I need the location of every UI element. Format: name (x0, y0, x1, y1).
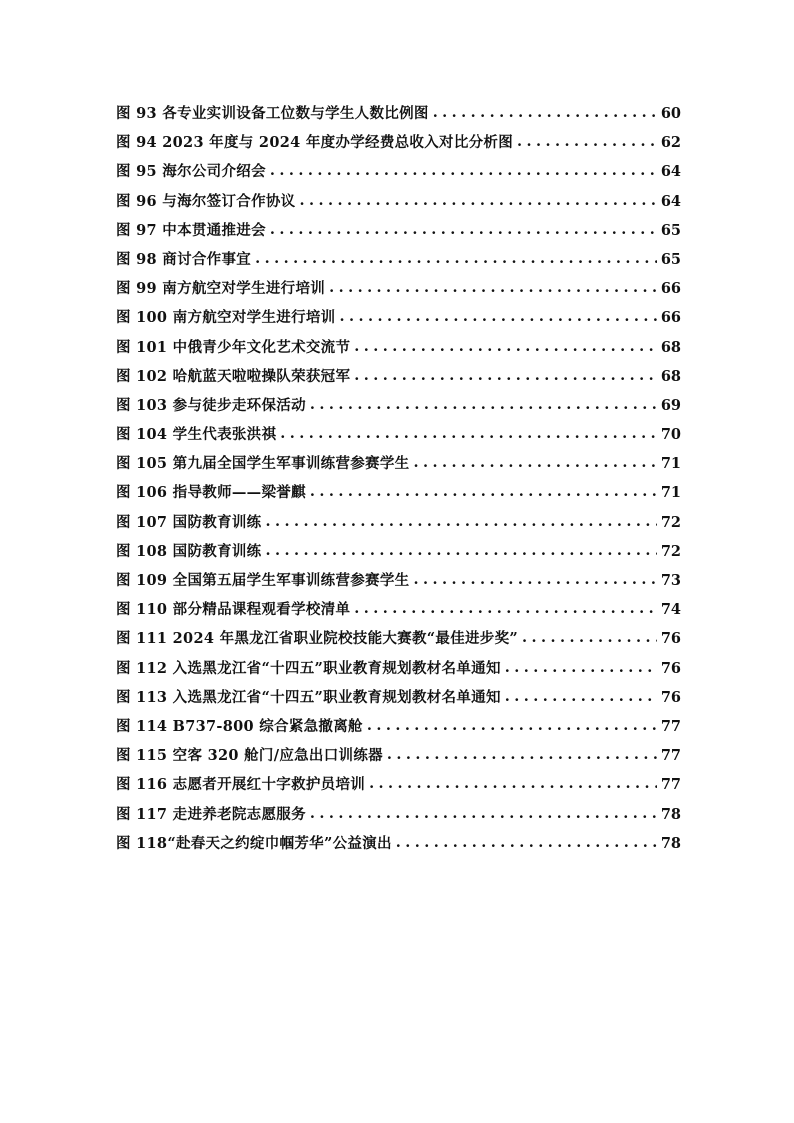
toc-entry[interactable] (116, 160, 681, 189)
toc-entry-title: 图 93 各专业实训设备工位数与学生人数比例图 (116, 105, 429, 122)
toc-entry-page: 64 (660, 163, 681, 181)
toc-entry-page: 60 (660, 105, 681, 122)
toc-entry-page: 78 (660, 805, 681, 823)
toc-entry[interactable] (116, 627, 681, 656)
toc-entry-title: 图 94 2023 年度与 2024 年度办学经费总收入对比分析图 (116, 134, 514, 152)
toc-entry[interactable] (116, 686, 681, 715)
toc-entry-page: 69 (660, 396, 681, 414)
toc-entry-page: 77 (660, 717, 681, 735)
dot-leader (329, 276, 657, 300)
toc-entry[interactable] (116, 511, 681, 540)
toc-entry[interactable] (116, 569, 681, 598)
dot-leader (265, 510, 656, 534)
dot-leader (369, 772, 657, 796)
toc-entry-title: 图 104 学生代表张洪祺 (116, 426, 277, 444)
toc-entry-page: 71 (660, 455, 681, 473)
toc-entry[interactable] (116, 190, 681, 219)
toc-entry-title: 图 103 参与徒步走环保活动 (116, 396, 306, 414)
toc-entry-page: 64 (660, 192, 681, 210)
toc-entry[interactable] (116, 102, 681, 131)
dot-leader (505, 685, 657, 709)
dot-leader (255, 247, 657, 271)
toc-entry-page: 72 (660, 542, 681, 560)
toc-entry-title: 图 101 中俄青少年文化艺术交流节 (116, 338, 351, 356)
toc-entry[interactable] (116, 832, 681, 861)
toc-entry-title: 图 118“赴春天之约绽巾帼芳华”公益演出 (116, 834, 392, 852)
dot-leader (522, 626, 657, 650)
toc-entry-page: 74 (660, 601, 681, 619)
toc-entry-title: 图 117 走进养老院志愿服务 (116, 805, 306, 823)
toc-entry-title: 图 102 哈航蓝天啦啦操队荣获冠军 (116, 367, 351, 385)
toc-entry-title: 图 108 国防教育训练 (116, 542, 262, 560)
dot-leader (310, 480, 657, 504)
toc-entry-title: 图 105 第九届全国学生军事训练营参赛学生 (116, 455, 410, 473)
toc-entry-page: 77 (660, 776, 681, 794)
toc-entry-page: 73 (660, 572, 681, 589)
toc-entry[interactable] (116, 803, 681, 832)
toc-entry-page: 70 (660, 426, 681, 444)
toc-entry[interactable] (116, 336, 681, 365)
toc-entry-page: 78 (660, 834, 681, 852)
dot-leader (387, 743, 657, 767)
toc-entry-title: 图 113 入选黑龙江省“十四五”职业教育规划教材名单通知 (116, 688, 501, 706)
toc-entry[interactable] (116, 219, 681, 248)
dot-leader (270, 218, 657, 242)
toc-entry[interactable] (116, 773, 681, 802)
dot-leader (367, 714, 657, 738)
toc-entry-page: 65 (660, 221, 681, 239)
toc-entry[interactable] (116, 277, 681, 306)
dot-leader (396, 831, 657, 855)
toc-entry[interactable] (116, 306, 681, 335)
toc-entry-page: 77 (660, 747, 681, 765)
dot-leader (433, 101, 657, 125)
dot-leader (517, 130, 657, 154)
toc-entry-title: 图 97 中本贯通推进会 (116, 221, 266, 239)
toc-entry[interactable] (116, 365, 681, 394)
toc-entry-title: 图 99 南方航空对学生进行培训 (116, 280, 326, 298)
toc-entry-page: 76 (660, 659, 681, 677)
toc-entry-title: 图 111 2024 年黑龙江省职业院校技能大赛教“最佳进步奖” (116, 630, 519, 648)
toc-entry[interactable] (116, 452, 681, 481)
toc-entry-title: 图 98 商讨合作事宜 (116, 250, 252, 268)
dot-leader (339, 305, 656, 329)
toc-entry-title: 图 107 国防教育训练 (116, 513, 262, 531)
toc-entry-title: 图 100 南方航空对学生进行培训 (116, 309, 336, 327)
dot-leader (505, 656, 657, 680)
toc-entry[interactable] (116, 598, 681, 627)
dot-leader (354, 364, 657, 388)
toc-entry-title: 图 114 B737-800 综合紧急撤离舱 (116, 717, 363, 735)
toc-entry[interactable] (116, 540, 681, 569)
dot-leader (310, 802, 657, 826)
toc-entry-title: 图 95 海尔公司介绍会 (116, 163, 266, 181)
dot-leader (413, 451, 656, 475)
toc-entry-page: 65 (660, 250, 681, 268)
dot-leader (270, 159, 657, 183)
dot-leader (354, 335, 657, 359)
dot-leader (413, 568, 656, 592)
toc-entry[interactable] (116, 394, 681, 423)
toc-entry-title: 图 112 入选黑龙江省“十四五”职业教育规划教材名单通知 (116, 659, 501, 677)
toc-entry-page: 62 (660, 134, 681, 152)
toc-entry-title: 图 106 指导教师——梁誉麒 (116, 484, 306, 502)
toc-entry[interactable] (116, 248, 681, 277)
toc-entry-page: 66 (660, 309, 681, 327)
toc-entry[interactable] (116, 744, 681, 773)
toc-entry-page: 76 (660, 630, 681, 648)
toc-entry-page: 68 (660, 367, 681, 385)
dot-leader (280, 422, 657, 446)
toc-entry[interactable] (116, 657, 681, 686)
toc-entry-page: 66 (660, 280, 681, 298)
toc-entry[interactable] (116, 481, 681, 510)
toc-entry-title: 图 115 空客 320 舱门/应急出口训练器 (116, 747, 383, 765)
toc-entry-title: 图 110 部分精品课程观看学校清单 (116, 601, 351, 619)
toc-entry-page: 71 (660, 484, 681, 502)
figure-index-list (116, 102, 681, 861)
dot-leader (299, 189, 656, 213)
dot-leader (310, 393, 657, 417)
toc-entry-title: 图 109 全国第五届学生军事训练营参赛学生 (116, 572, 410, 589)
toc-entry[interactable] (116, 715, 681, 744)
toc-entry[interactable] (116, 131, 681, 160)
toc-entry-page: 68 (660, 338, 681, 356)
toc-entry-page: 72 (660, 513, 681, 531)
dot-leader (265, 539, 656, 563)
toc-entry-page: 76 (660, 688, 681, 706)
toc-entry-title: 图 116 志愿者开展红十字救护员培训 (116, 776, 366, 794)
toc-entry-title: 图 96 与海尔签订合作协议 (116, 192, 296, 210)
dot-leader (354, 597, 657, 621)
toc-entry[interactable] (116, 423, 681, 452)
